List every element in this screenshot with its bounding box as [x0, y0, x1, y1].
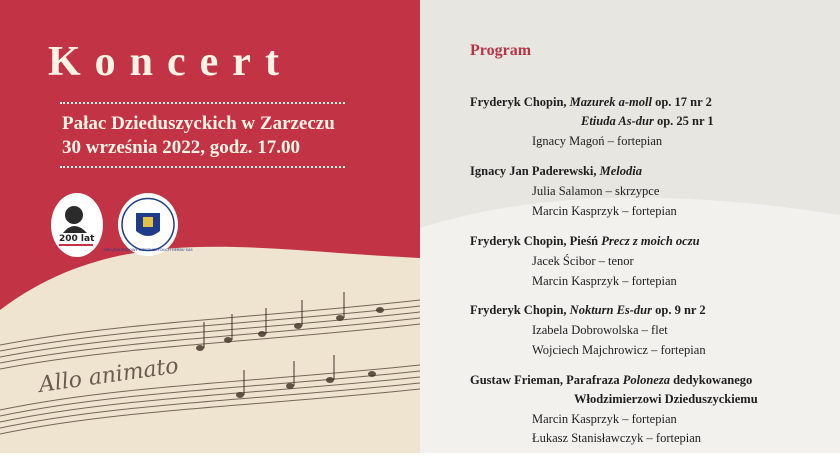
- date: 30 września 2022, godz. 17.00: [62, 137, 301, 158]
- poster-left-panel: [0, 0, 420, 453]
- performer: Wojciech Majchrowicz – fortepian: [532, 343, 706, 357]
- family-union-seal-text: ZWIĄZEK RODOWY DZIEDUSZYCKICH HERBU SAS: [103, 248, 193, 252]
- performer: Ignacy Magoń – fortepian: [532, 134, 663, 148]
- performer: Izabela Dobrowolska – flet: [532, 323, 668, 337]
- performer: Jacek Ścibor – tenor: [532, 254, 634, 268]
- program-item-5-title: Gustaw Frieman, Parafraza Poloneza dedykowanego: [470, 373, 753, 387]
- program-item-3-title: Fryderyk Chopin, Pieśń Precz z moich oczu: [470, 234, 700, 248]
- program-heading: Program: [470, 42, 532, 59]
- program-item-1-title-line2: Etiuda As-dur op. 25 nr 1: [581, 114, 714, 128]
- performer: Marcin Kasprzyk – fortepian: [532, 412, 677, 426]
- program-item-2-title: Ignacy Jan Paderewski, Melodia: [470, 164, 642, 178]
- concert-title: Koncert: [48, 39, 293, 85]
- performer: Marcin Kasprzyk – fortepian: [532, 274, 677, 288]
- divider-top: [60, 102, 345, 104]
- anniversary-logo: [51, 193, 103, 257]
- divider-bottom: [60, 166, 345, 168]
- program-item-5-title-line2: Włodzimierzowi Dzieduszyckiemu: [574, 392, 758, 406]
- sheet-music-annotation: Allo animato: [37, 353, 181, 398]
- program-item-4-title: Fryderyk Chopin, Nokturn Es-dur op. 9 nr 2: [470, 303, 706, 317]
- family-union-seal: [103, 193, 193, 256]
- performer: Łukasz Stanisławczyk – fortepian: [532, 431, 702, 445]
- performer: Marcin Kasprzyk – fortepian: [532, 204, 677, 218]
- anniversary-logo-text: 200 lat: [59, 234, 95, 244]
- program-item-1-title: Fryderyk Chopin, Mazurek a-moll op. 17 nr 2: [470, 95, 712, 109]
- performer: Julia Salamon – skrzypce: [532, 184, 660, 198]
- venue: Pałac Dzieduszyckich w Zarzeczu: [62, 113, 335, 134]
